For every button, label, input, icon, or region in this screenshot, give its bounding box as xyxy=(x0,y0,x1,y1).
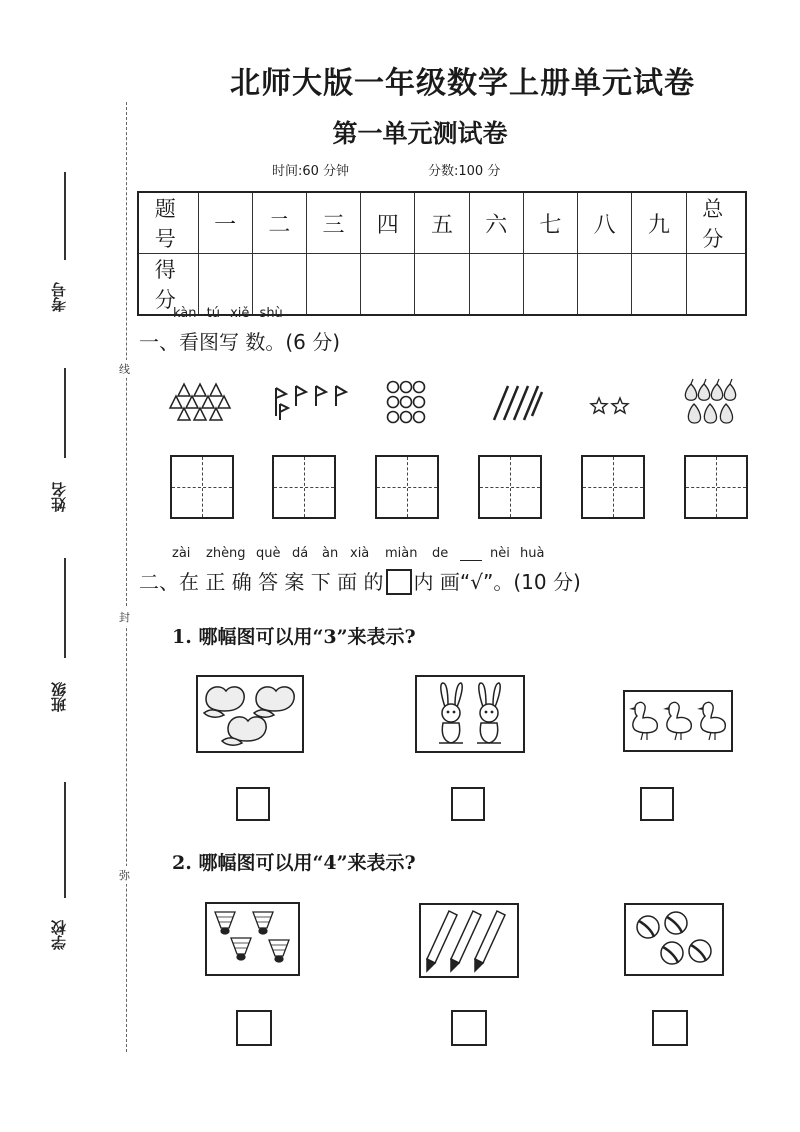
answer-grid-4[interactable] xyxy=(478,455,542,519)
score-table-cell: 九 xyxy=(632,192,686,254)
score-table-cell: 一 xyxy=(198,192,252,254)
question-1: 1. 哪幅图可以用“3”来表示? xyxy=(172,626,416,648)
shuttlecocks-icon xyxy=(207,904,298,974)
school-label: 学校 xyxy=(50,920,68,950)
ducks-icon xyxy=(625,692,731,750)
q1-checkbox-ducks[interactable] xyxy=(640,787,674,821)
section2-pinyin-10: huà xyxy=(520,546,545,561)
score-table-cell: 七 xyxy=(523,192,577,254)
q2-option-pencils xyxy=(419,903,519,978)
triangles-icon xyxy=(170,382,230,422)
exam-number-line xyxy=(64,172,66,260)
rabbits-icon xyxy=(417,677,523,751)
page-title: 北师大版一年级数学上册单元试卷 xyxy=(230,66,695,101)
score-table-cell: 题 号 xyxy=(138,192,198,254)
score-table-cell: 八 xyxy=(578,192,632,254)
section2-title xyxy=(139,566,581,595)
score-table-cell: 三 xyxy=(306,192,360,254)
section2-pinyin-8: de xyxy=(432,546,449,561)
q2-option-balls xyxy=(624,903,724,976)
pears-icon xyxy=(682,378,738,428)
answer-grid-2[interactable] xyxy=(272,455,336,519)
q1-option-ducks xyxy=(623,690,733,752)
score-input-cell[interactable] xyxy=(361,254,415,316)
score-input-cell[interactable] xyxy=(415,254,469,316)
score-table-cell: 五 xyxy=(415,192,469,254)
answer-grid-6[interactable] xyxy=(684,455,748,519)
answer-grid-5[interactable] xyxy=(581,455,645,519)
circles-icon xyxy=(386,380,426,424)
score-table-cell: 得 分 xyxy=(138,254,198,316)
class-line xyxy=(64,558,66,658)
section2-pinyin-6: xià xyxy=(350,546,370,561)
seal-char-line: 线 xyxy=(119,360,130,378)
score-table xyxy=(137,191,747,316)
section2-pinyin-9: nèi xyxy=(490,546,510,561)
stars-icon xyxy=(590,396,630,416)
section2-pinyin-3: què xyxy=(256,546,281,561)
section2-pinyin-2: zhèng xyxy=(206,546,246,561)
score-input-cell[interactable] xyxy=(306,254,360,316)
pinyin-blank-line xyxy=(460,560,482,561)
school-line xyxy=(64,782,66,898)
exam-number-label: 考号 xyxy=(50,282,68,312)
class-label: 班级 xyxy=(50,682,68,712)
q1-checkbox-rabbits[interactable] xyxy=(451,787,485,821)
section1-title: 一、看图写 数。(6 分) xyxy=(139,330,341,354)
q1-option-peaches xyxy=(196,675,304,753)
section2-title-end: 内 画“√”。(10 分) xyxy=(413,570,581,594)
q2-checkbox-shuttlecocks[interactable] xyxy=(236,1010,272,1046)
exam-score: 分数:100 分 xyxy=(428,164,501,179)
q2-checkbox-pencils[interactable] xyxy=(451,1010,487,1046)
score-input-cell[interactable] xyxy=(523,254,577,316)
peaches-icon xyxy=(198,677,302,751)
pencils-drawing-icon xyxy=(421,905,517,976)
page-subtitle: 第一单元测试卷 xyxy=(332,119,508,148)
q2-option-shuttlecocks xyxy=(205,902,300,976)
section2-pinyin-5: àn xyxy=(322,546,339,561)
name-line xyxy=(64,368,66,458)
section2-pinyin-4: dá xyxy=(292,546,309,561)
question-2: 2. 哪幅图可以用“4”来表示? xyxy=(172,852,416,874)
answer-grid-1[interactable] xyxy=(170,455,234,519)
section2-pinyin-7: miàn xyxy=(385,546,418,561)
score-table-cell: 二 xyxy=(252,192,306,254)
pencils-icon xyxy=(490,382,546,422)
answer-grid-3[interactable] xyxy=(375,455,439,519)
q2-checkbox-balls[interactable] xyxy=(652,1010,688,1046)
q1-option-rabbits xyxy=(415,675,525,753)
q1-checkbox-peaches[interactable] xyxy=(236,787,270,821)
section2-pinyin-1: zài xyxy=(172,546,191,561)
seal-dashed-line xyxy=(126,102,127,1052)
score-table-header-row xyxy=(138,192,746,254)
name-label: 姓名 xyxy=(50,482,68,512)
score-input-cell[interactable] xyxy=(686,254,746,316)
flags-icon xyxy=(270,382,350,422)
volleyballs-icon xyxy=(626,905,722,974)
section2-title-start: 二、在 正 确 答 案 下 面 的 xyxy=(139,570,384,594)
score-input-cell[interactable] xyxy=(469,254,523,316)
score-table-cell: 六 xyxy=(469,192,523,254)
seal-char-seal: 封 xyxy=(119,608,130,626)
exam-time: 时间:60 分钟 xyxy=(272,164,350,179)
section1-pinyin: kàn tú xiě shù xyxy=(173,306,283,321)
score-input-cell[interactable] xyxy=(578,254,632,316)
score-table-cell: 四 xyxy=(361,192,415,254)
score-input-cell[interactable] xyxy=(632,254,686,316)
score-table-cell: 总 分 xyxy=(686,192,746,254)
seal-char-mi: 弥 xyxy=(119,866,130,884)
answer-box-icon xyxy=(386,569,412,595)
